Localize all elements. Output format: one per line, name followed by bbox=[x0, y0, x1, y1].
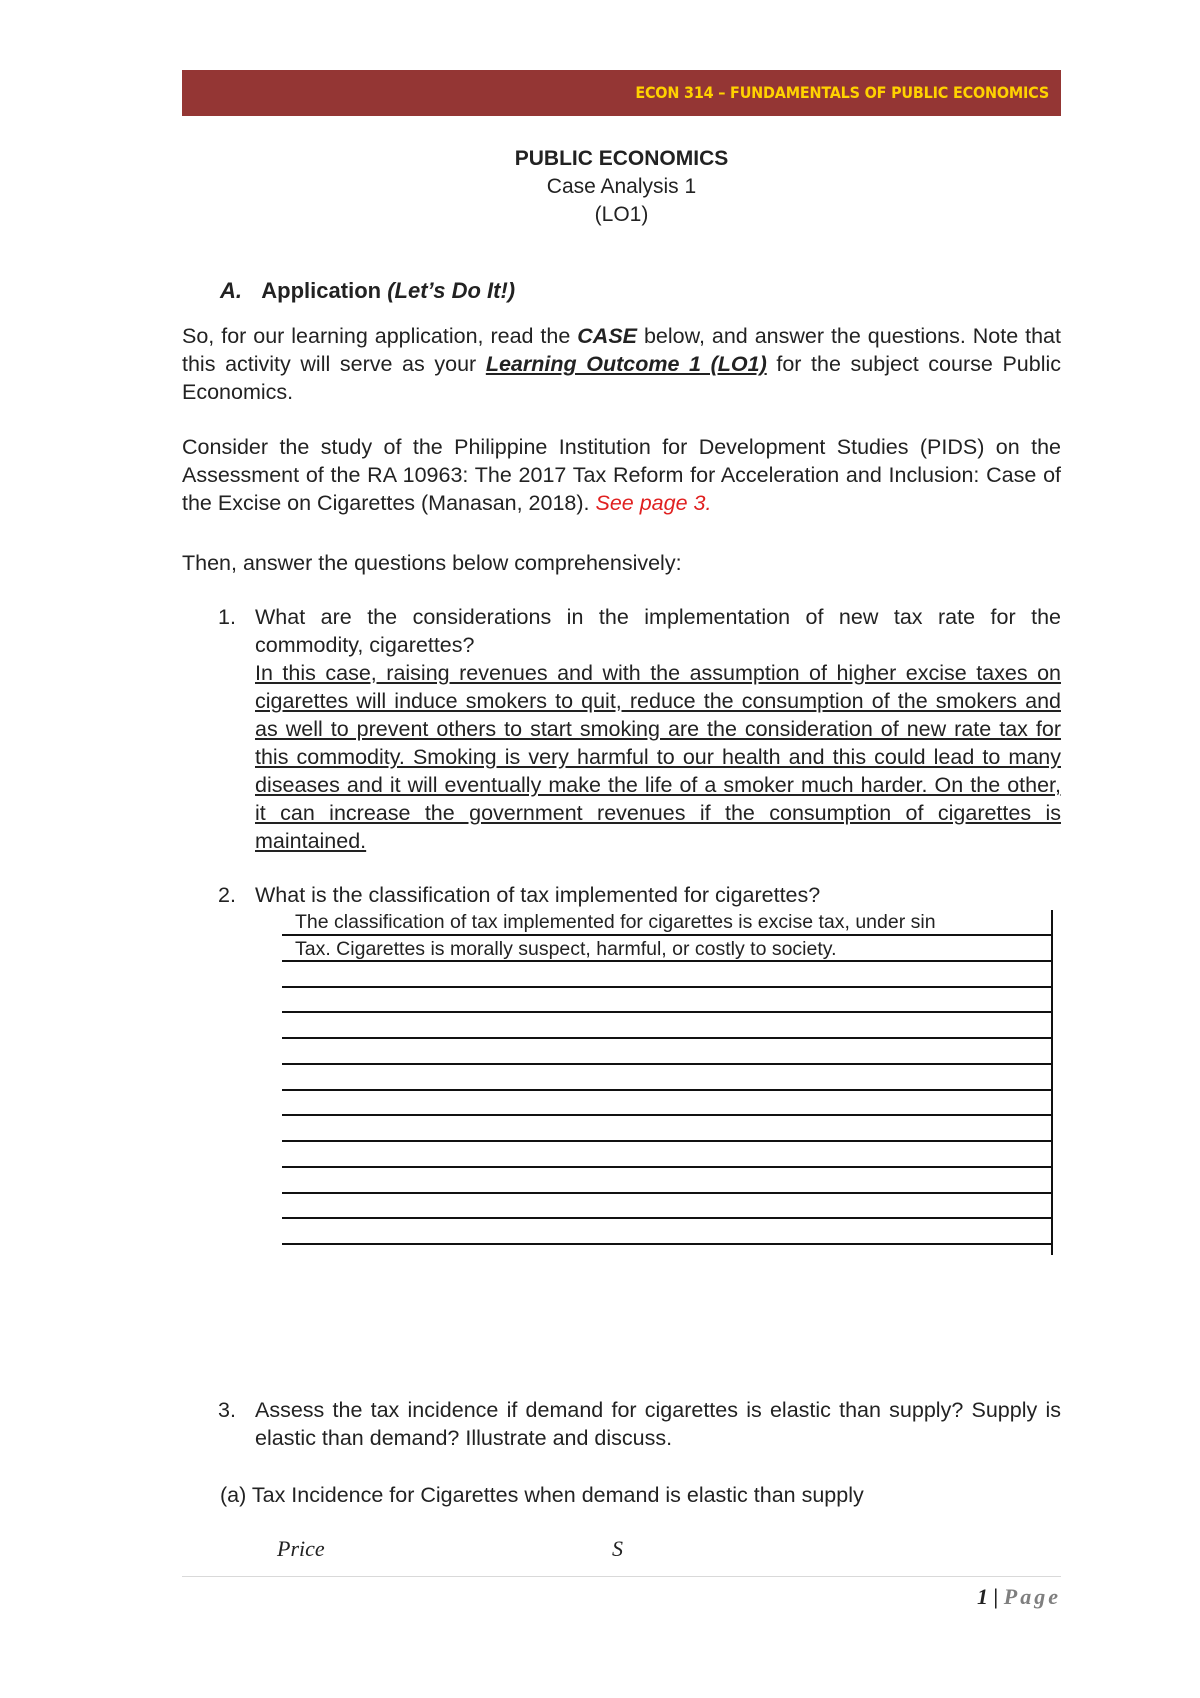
answer-line bbox=[282, 1243, 1053, 1245]
question-1-number: 1. bbox=[218, 605, 236, 629]
doc-title: PUBLIC ECONOMICS bbox=[514, 147, 729, 170]
answer-line bbox=[282, 1192, 1053, 1194]
intro-text-c: for the subject course Public Economics. bbox=[182, 352, 1061, 404]
page-number: 1 bbox=[976, 1584, 988, 1609]
question-2-answer-line-2: Tax. Cigarettes is morally suspect, harmful, or costly to society. bbox=[295, 938, 837, 960]
answer-line bbox=[282, 986, 1053, 988]
question-2-answer-line-1: The classification of tax implemented for cigarettes is excise tax, under sin bbox=[295, 911, 936, 933]
instruction-paragraph: Then, answer the questions below comprehensively: bbox=[182, 551, 682, 575]
study-text: Consider the study of the Philippine Institution for Development Studies (PIDS) on the Assessment of the RA 10963: The 2017 Tax Reform for Acceleration and Inclusion: Case of the Excise on Cigarettes (Manasan, 2018). bbox=[182, 435, 1061, 515]
footer-divider bbox=[182, 1576, 1061, 1577]
learning-outcome: Learning Outcome 1 (LO1) bbox=[485, 352, 767, 376]
answer-line bbox=[282, 1037, 1053, 1039]
section-heading bbox=[220, 278, 515, 304]
answer-line bbox=[282, 934, 1053, 936]
intro-text-a: So, for our learning application, read the bbox=[182, 324, 578, 348]
answer-line bbox=[282, 1140, 1053, 1142]
answer-line bbox=[282, 1217, 1053, 1219]
graph-caption: (a) Tax Incidence for Cigarettes when demand is elastic than supply bbox=[220, 1483, 864, 1507]
answer-line bbox=[282, 1063, 1053, 1065]
answer-line bbox=[282, 1011, 1053, 1013]
doc-code: (LO1) bbox=[594, 203, 649, 226]
section-label: Application bbox=[261, 278, 382, 303]
page-word: Page bbox=[1003, 1584, 1061, 1609]
course-title: ECON 314 – FUNDAMENTALS OF PUBLIC ECONOMICS bbox=[635, 83, 1049, 102]
question-3-text: Assess the tax incidence if demand for cigarettes is elastic than supply? Supply is elastic than demand? Illustrate and discuss. bbox=[255, 1398, 1061, 1450]
intro-text-b: below, and answer the questions. Note that this activity will serve as your bbox=[182, 324, 1061, 376]
study-paragraph bbox=[182, 433, 1061, 517]
section-sub: (Let’s Do It!) bbox=[387, 278, 516, 303]
case-emphasis: CASE bbox=[577, 324, 638, 348]
question-2 bbox=[218, 881, 1061, 909]
price-axis-label: Price bbox=[277, 1536, 325, 1561]
answer-line bbox=[282, 1089, 1053, 1091]
doc-subtitle: Case Analysis 1 bbox=[546, 175, 697, 198]
question-2-number: 2. bbox=[218, 883, 236, 907]
page-footer bbox=[977, 1584, 1061, 1610]
header-band bbox=[182, 70, 1061, 116]
question-2-text: What is the classification of tax implemented for cigarettes? bbox=[255, 883, 821, 907]
question-1-answer: In this case, raising revenues and with the assumption of higher excise taxes on cigarettes will induce smokers to quit, reduce the consumption of the smokers and as well to prevent others to start smoking are the consideration of new rate tax for this commodity. Smoking is very harmful to our health and this could lead to many diseases and it will eventually make the life of a smoker much harder. On the other, it can increase the government revenues if the consumption of cigarettes is maintained. bbox=[255, 661, 1061, 853]
footer-separator: | bbox=[987, 1584, 1004, 1609]
intro-paragraph bbox=[182, 322, 1061, 406]
question-3-number: 3. bbox=[218, 1398, 236, 1422]
question-1 bbox=[218, 603, 1061, 855]
answer-line bbox=[282, 1166, 1053, 1168]
section-letter: A. bbox=[220, 278, 242, 303]
question-3 bbox=[218, 1396, 1061, 1452]
question-1-text: What are the considerations in the implementation of new tax rate for the commodity, cigarettes? bbox=[255, 605, 1061, 657]
answer-line bbox=[282, 1114, 1053, 1116]
see-page-link[interactable]: See page 3. bbox=[595, 491, 712, 515]
answer-lines bbox=[282, 910, 1053, 1255]
supply-curve-label: S bbox=[612, 1536, 623, 1561]
